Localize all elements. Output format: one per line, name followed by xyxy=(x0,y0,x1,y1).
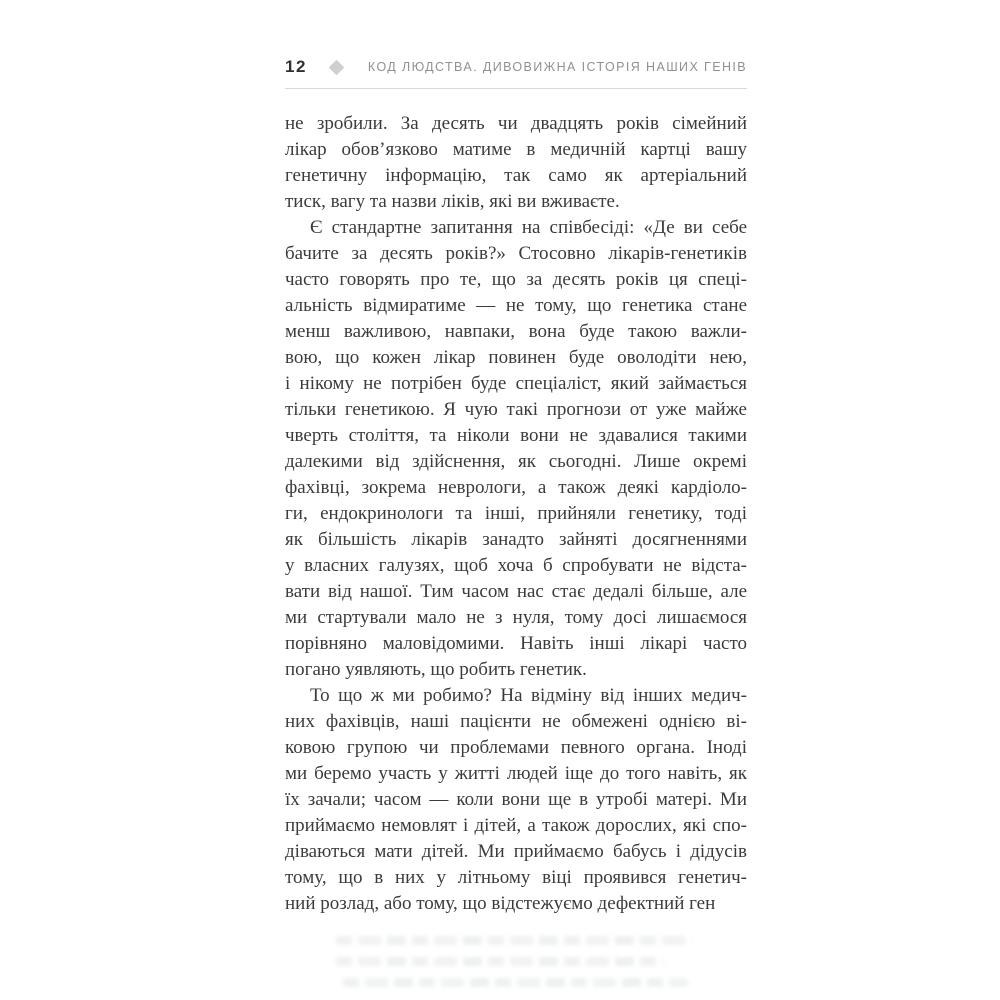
text-line: ги, ендокринологи та інші, прийняли генетику, тоді xyxy=(285,503,747,524)
text-line: як більшість лікарів занадто зайняті досягненнями xyxy=(285,529,747,550)
text-line: альність відмиратиме — не тому, що генетика стане xyxy=(285,295,747,316)
text-line: їх зачали; часом — коли вони ще в утробі матері. Ми xyxy=(285,789,747,810)
text-line: фахівці, зокрема неврологи, а також деякі кардіоло- xyxy=(285,477,747,498)
page-number: 12 xyxy=(285,57,307,76)
text-line: далекими від здійснення, як сьогодні. Лише окремі xyxy=(285,451,747,472)
text-line: приймаємо немовлят і дітей, а також дорослих, які спо- xyxy=(285,815,747,836)
text-line: ковою групою чи проблемами певного органа. Іноді xyxy=(285,737,747,758)
text-line: лікар обов’язково матиме в медичній картці вашу xyxy=(285,139,747,160)
text-column xyxy=(285,56,747,917)
header-rule xyxy=(285,88,747,89)
paragraph xyxy=(285,111,747,215)
text-line: ний розлад, або тому, що відстежуємо дефектний ген xyxy=(285,893,716,914)
text-line: погано уявляють, що робить генетик. xyxy=(285,659,587,680)
text-line: порівняно маловідомими. Навіть інші лікарі часто xyxy=(285,633,747,654)
text-line: ми стартували мало не з нуля, тому досі лишаємося xyxy=(285,607,747,628)
text-line: менш важливою, навпаки, вона буде такою важли- xyxy=(285,321,747,342)
text-line: вати від нашої. Тим часом нас стає дедалі більше, але xyxy=(285,581,747,602)
text-line: і нікому не потрібен буде спеціаліст, який займається xyxy=(285,373,747,394)
text-line: діваються мати дітей. Ми приймаємо бабусь і дідусів xyxy=(285,841,747,862)
running-head xyxy=(285,56,747,78)
text-line: бачите за десять років?» Стосовно лікарів-генетиків xyxy=(285,243,747,264)
running-title: КОД ЛЮДСТВА. ДИВОВИЖНА ІСТОРІЯ НАШИХ ГЕНІВ xyxy=(367,60,747,74)
diamond-icon xyxy=(329,59,345,75)
paragraph xyxy=(285,215,747,683)
reverse-page-bleedthrough xyxy=(336,936,692,996)
text-line: вою, що кожен лікар повинен буде оволодіти нею, xyxy=(285,347,747,368)
text-line: тому, що в них у літньому віці проявився генетич- xyxy=(285,867,747,888)
text-line: них фахівців, наші пацієнти не обмежені однією ві- xyxy=(285,711,747,732)
text-line: ми беремо участь у житті людей іще до того навіть, як xyxy=(285,763,747,784)
text-line: Є стандартне запитання на співбесіді: «Де ви себе xyxy=(310,217,747,238)
text-line: тільки генетикою. Я чую такі прогнози от уже майже xyxy=(285,399,747,420)
text-line: тиск, вагу та назви ліків, які ви вживаєте. xyxy=(285,191,620,212)
text-line: не зробили. За десять чи двадцять років сімейний xyxy=(285,113,747,134)
body-text xyxy=(285,111,747,917)
text-line: у власних галузях, щоб хоча б спробувати не відста- xyxy=(285,555,747,576)
text-line: То що ж ми робимо? На відміну від інших медич- xyxy=(310,685,747,706)
text-line: генетичну інформацію, так само як артеріальний xyxy=(285,165,747,186)
text-line: часто говорять про те, що за десять років ця спеці- xyxy=(285,269,747,290)
paragraph xyxy=(285,683,747,917)
text-line: чверть століття, та ніколи вони не здавалися такими xyxy=(285,425,747,446)
